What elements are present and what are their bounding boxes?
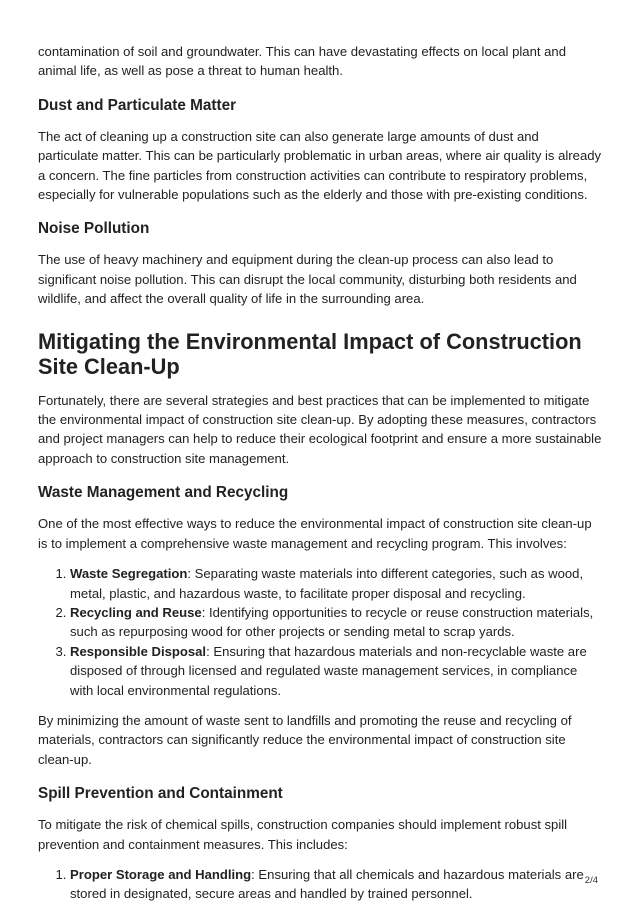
- noise-paragraph: The use of heavy machinery and equipment during the clean-up process can also lead to significant noise pollution. This can disrupt the local community, disturbing both residents and wildlife, and affect the overall quality of life in the surrounding area.: [38, 252, 577, 307]
- mitigating-heading: Mitigating the Environmental Impact of Construction Site Clean-Up: [38, 328, 582, 379]
- list-item-text: : Ensuring that all chemicals and hazardous materials are stored in designated, secure areas and handled by trained personnel.: [70, 866, 584, 902]
- spill-list: [38, 865, 602, 904]
- dust-paragraph: The act of cleaning up a construction site can also generate large amounts of dust and particulate matter. This can be particularly problematic in urban areas, where air quality is already a concern. The fine particles from construction activities can contribute to respiratory problems, especially for vulnerable populations such as the elderly and those with pre-existing conditions.: [38, 128, 602, 203]
- list-item: [70, 564, 602, 603]
- list-item-text: : Ensuring that hazardous materials and non-recyclable waste are disposed of through licensed and regulated waste management services, in compliance with local environmental regulations.: [70, 643, 587, 698]
- list-item-text: : Separating waste materials into different categories, such as wood, metal, plastic, and hazardous waste, to facilitate proper disposal and recycling.: [70, 566, 584, 601]
- waste-conclusion: By minimizing the amount of waste sent to landfills and promoting the reuse and recycling of materials, contractors can significantly reduce the environmental impact of construction site clean-up.: [38, 712, 572, 767]
- dust-heading: Dust and Particulate Matter: [38, 96, 237, 114]
- list-item: [70, 603, 602, 642]
- spill-intro: To mitigate the risk of chemical spills, construction companies should implement robust spill prevention and containment measures. This includes:: [38, 817, 568, 852]
- mitigating-paragraph: Fortunately, there are several strategies and best practices that can be implemented to mitigate the environmental impact of construction site clean-up. By adopting these measures, contractors and project managers can help to reduce their ecological footprint and ensure a more sustainable approach to construction site management.: [38, 392, 602, 466]
- document-page: [38, 42, 602, 904]
- spill-heading: Spill Prevention and Containment: [38, 785, 283, 803]
- list-item-term: Recycling and Reuse: [70, 604, 202, 620]
- noise-heading: Noise Pollution: [38, 220, 150, 238]
- list-item-term: Waste Segregation: [70, 566, 188, 582]
- list-item-term: Proper Storage and Handling: [70, 866, 252, 882]
- intro-paragraph: contamination of soil and groundwater. This can have devastating effects on local plant and animal life, as well as pose a threat to human health.: [38, 44, 566, 79]
- list-item-text: : Identifying opportunities to recycle or reuse construction materials, such as repurposing wood for other projects or sending metal to scrap yards.: [70, 604, 594, 640]
- waste-intro: One of the most effective ways to reduce the environmental impact of construction site clean-up is to implement a comprehensive waste management and recycling program. This involves:: [38, 516, 592, 551]
- list-item-term: Responsible Disposal: [70, 643, 207, 659]
- waste-heading: Waste Management and Recycling: [38, 484, 289, 502]
- list-item: [70, 865, 602, 904]
- page-number: 2/4: [584, 875, 598, 886]
- list-item: [70, 642, 602, 700]
- waste-list: [38, 564, 602, 700]
